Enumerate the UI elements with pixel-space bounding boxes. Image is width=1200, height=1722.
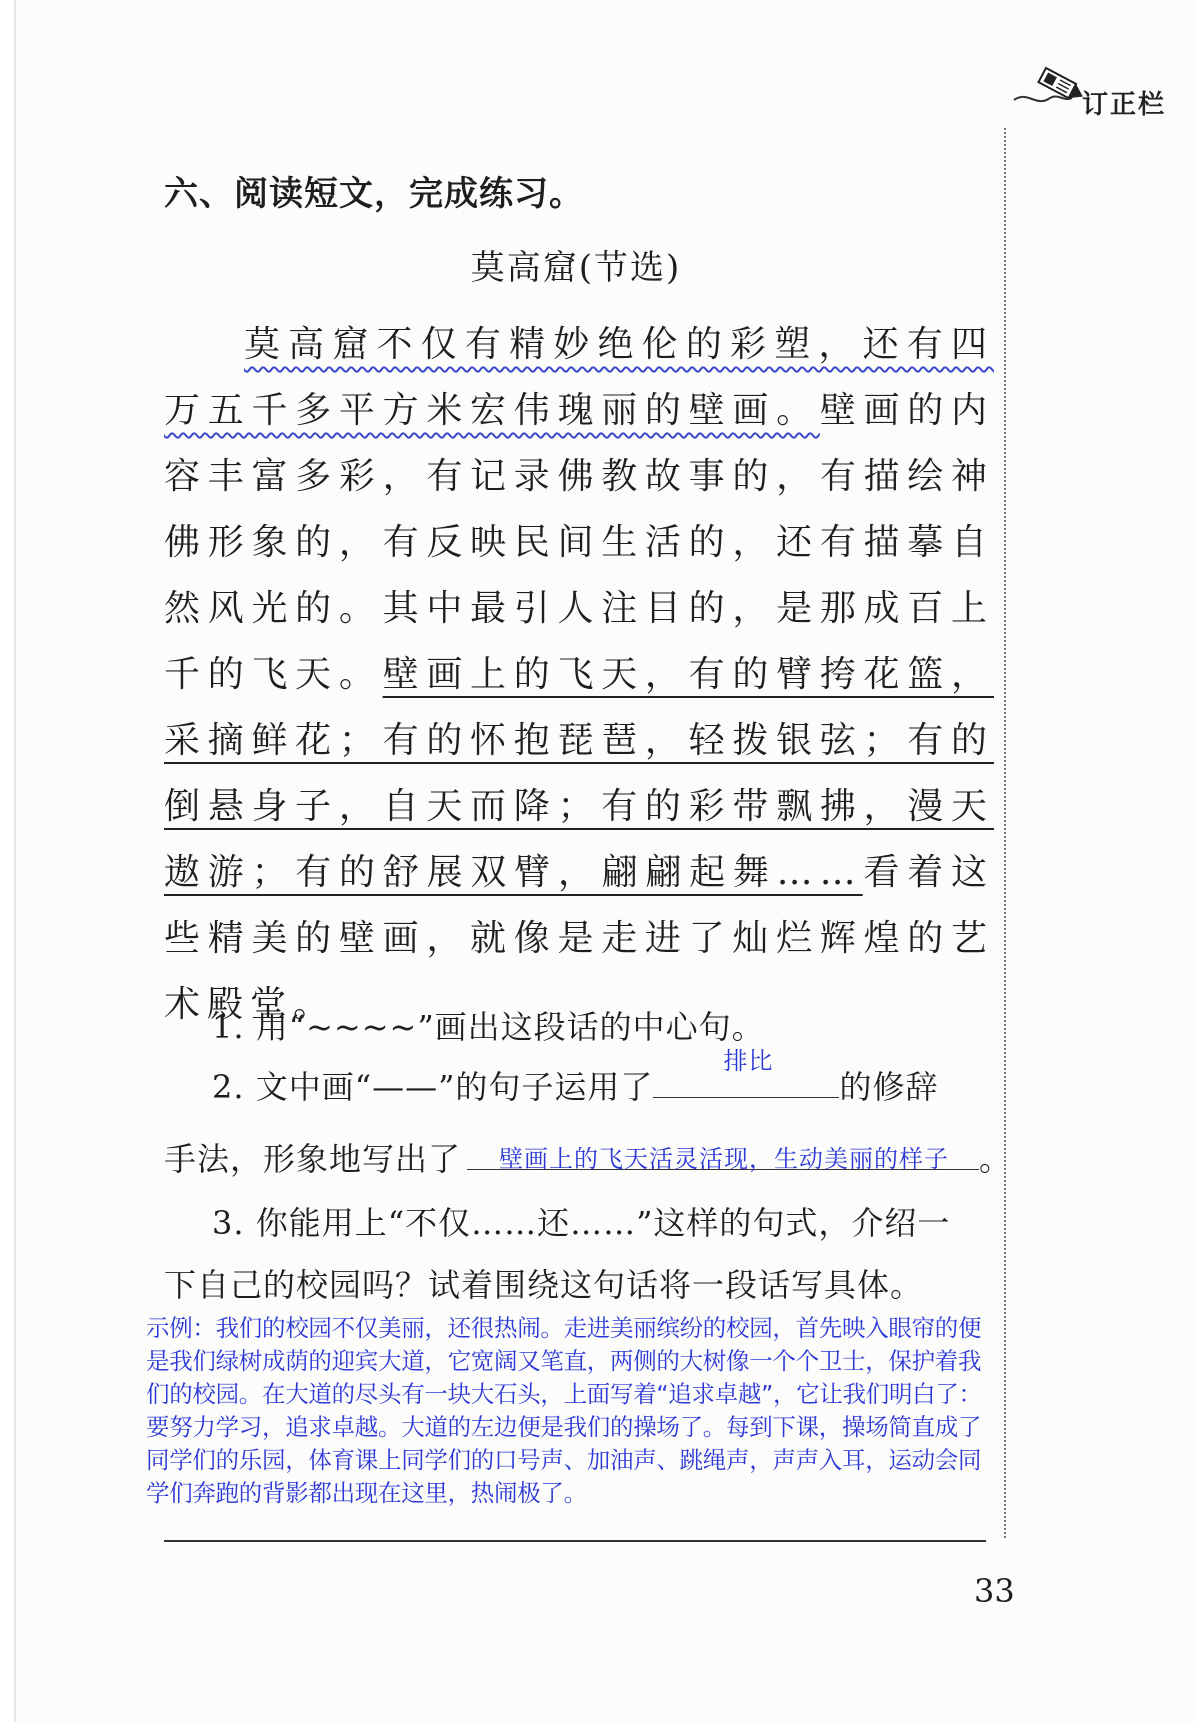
question-3-line-1: 3. 你能用上“不仅……还……”这样的句式，介绍一 (212, 1204, 951, 1242)
correction-column-header (1006, 60, 1196, 130)
answer-paragraph: 示例：我们的校园不仅美丽，还很热闹。走进美丽缤纷的校园，首先映入眼帘的便是我们绿树成荫的迎宾大道，它宽阔又笔直，两侧的大树像一个个卫士，保护着我们的校园。在大道的尽头有一块大石头，上面写着“追求卓越”，它让我们明白了：要努力学习，追求卓越。大道的左边便是我们的操场了。每到下课，操场简直成了同学们的乐园，体育课上同学们的口号声、加油声、跳绳声，声声入耳，运动会同学们奔跑的背影都出现在这里，热闹极了。 (146, 1314, 982, 1507)
correction-column-divider (1004, 128, 1006, 1538)
page-number: 33 (974, 1572, 1015, 1610)
answer-blank-rhetoric[interactable] (653, 1047, 839, 1098)
correction-label: 订正栏 (1082, 90, 1167, 120)
question-2-line-2 (164, 1134, 1012, 1180)
answer-blank-description[interactable] (467, 1135, 979, 1173)
question-2-text-2: 手法，形象地写出了 (164, 1140, 462, 1178)
question-2-end: 。 (979, 1140, 1013, 1178)
question-2-text: 2. 文中画“——”的句子运用了 (212, 1068, 654, 1106)
passage-middle: 壁画的内容丰富多彩，有记录佛教故事的，有描绘神佛形象的，有反映民间生活的，还有描摹自然风光的。其中最引人注目的，是那成百上千的飞天。 (164, 390, 994, 695)
workbook-page (14, 0, 1198, 1722)
answer-rhetoric: 排比 (723, 1047, 774, 1075)
central-sentence: 莫高窟不仅有精妙绝伦的彩塑，还有四万五千多平方米宏伟瑰丽的壁画。 (164, 324, 994, 431)
parallelism-sentence: 壁画上的飞天，有的臂挎花篮，采摘鲜花；有的怀抱琵琶，轻拨银弦；有的倒悬身子，自天而降；有的彩带飘拂，漫天遨游；有的舒展双臂，翩翩起舞…… (164, 654, 994, 893)
answer-description: 壁画上的飞天活灵活现，生动美丽的样子 (499, 1145, 950, 1173)
article-title: 莫高窟(节选) (470, 248, 682, 288)
section-title: 六、阅读短文，完成练习。 (164, 174, 584, 214)
passage-ending: 看着这些精美的壁画，就像是走进了灿烂辉煌的艺术殿堂。 (164, 852, 994, 1025)
answer-writing-line (164, 1540, 986, 1542)
question-2-line-1 (212, 1047, 939, 1108)
reading-passage (164, 312, 994, 1038)
question-1: 1. 用“~~~~”画出这段话的中心句。 (212, 1008, 765, 1046)
question-2-suffix: 的修辞 (839, 1068, 939, 1106)
question-3-line-2: 下自己的校园吗？试着围绕这句话将一段话写具体。 (164, 1266, 924, 1304)
